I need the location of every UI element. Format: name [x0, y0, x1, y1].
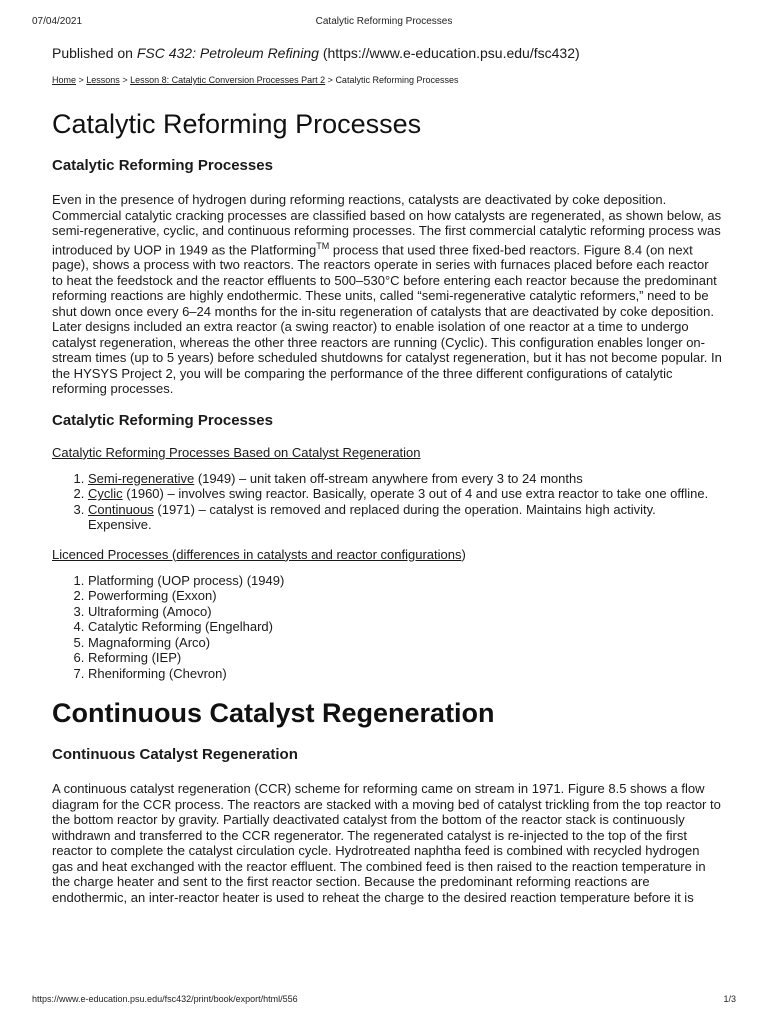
- licensed-heading: [52, 547, 722, 563]
- list-item-desc: (1971) – catalyst is removed and replaced during the operation. Maintains high activity. Expensive.: [88, 501, 656, 533]
- licensed-suffix: ): [461, 546, 466, 562]
- published-prefix: Published on: [52, 45, 137, 61]
- list-item-desc: (1949) – unit taken off-stream anywhere from every 3 to 24 months: [194, 470, 583, 486]
- ccr-paragraph: A continuous catalyst regeneration (CCR) scheme for reforming came on stream in 1971. Figure 8.5 shows a flow diagram for the CCR process. The reactors are stacked with a moving bed of catalyst trickling from the top reactor to the bottom reactor by gravity. Partially deactivated catalyst from the bottom of the reactor stack is continuously withdrawn and transferred to the CCR regenerator. The regenerated catalyst is re-injected to the top of the first reactor to complete the catalyst circulation cycle. Hydrotreated naphtha feed is combined with recycled hydrogen gas and heat exchanged with the reactor effluent. The combined feed is then raised to the reaction temperature in the charge heater and sent to the first reactor section. Because the predominant reforming reactions are endothermic, an inter-reactor heater is used to reheat the charge to the desired reaction temperature before it is: [52, 781, 721, 905]
- breadcrumb-lessons[interactable]: Lessons: [86, 75, 120, 85]
- published-line: [52, 44, 722, 62]
- page-title: Catalytic Reforming Processes: [52, 109, 422, 139]
- list-item: 3. Ultraforming (Amoco): [88, 604, 722, 620]
- section-subtitle-ccr: Continuous Catalyst Regeneration: [52, 746, 298, 764]
- cyclic-link[interactable]: Cyclic: [88, 486, 123, 502]
- section-subtitle: Catalytic Reforming Processes: [52, 157, 273, 174]
- list-item: [88, 486, 722, 502]
- paren-open: (: [318, 45, 328, 61]
- breadcrumb-home[interactable]: Home: [52, 75, 77, 85]
- paren-close: ): [574, 45, 580, 61]
- list-item: 5. Magnaforming (Arco): [88, 635, 722, 651]
- breadcrumb-current: Catalytic Reforming Processes: [335, 75, 459, 85]
- section-subtitle-2: Catalytic Reforming Processes: [52, 411, 273, 429]
- semi-regenerative-link[interactable]: Semi-regenerative: [88, 470, 195, 486]
- breadcrumb-sep: >: [119, 75, 131, 85]
- breadcrumb-lesson[interactable]: Lesson 8: Catalytic Conversion Processes Part 2: [130, 75, 326, 85]
- licensed-prefix-link[interactable]: Licenced Processes (: [52, 546, 177, 562]
- footer-url: https://www.e-education.psu.edu/fsc432/print/book/export/html/556: [32, 994, 298, 1004]
- page-number: 1/3: [723, 994, 736, 1004]
- continuous-link[interactable]: Continuous: [88, 501, 154, 517]
- list-item: 6. Reforming (IEP): [88, 650, 722, 666]
- main-content: [52, 44, 722, 905]
- section-title-ccr: Continuous Catalyst Regeneration: [52, 698, 495, 729]
- list-item-desc: (1960) – involves swing reactor. Basically, operate 3 out of 4 and use extra reactor to take one offline.: [122, 486, 709, 502]
- breadcrumb-sep: >: [325, 75, 336, 85]
- intro-text-a: Even in the presence of hydrogen during reforming reactions, catalysts are deactivated by coke deposition. Commercial catalytic cracking processes are classified based on how catalysts are regenerated, as shown below, as semi-regenerative, cyclic, and continuous reforming processes. The first commercial catalytic reforming process was introduced by UOP in 1949 as the Platforming: [52, 192, 722, 257]
- print-title: Catalytic Reforming Processes: [315, 16, 453, 27]
- print-header: [32, 16, 736, 30]
- licensed-list: [52, 573, 722, 682]
- list-item: 4. Catalytic Reforming (Engelhard): [88, 619, 722, 635]
- list-item: [88, 471, 722, 487]
- list-item: 2. Powerforming (Exxon): [88, 588, 722, 604]
- course-url-link[interactable]: https://www.e-education.psu.edu/fsc432: [327, 45, 575, 61]
- print-date: 07/04/2021: [32, 16, 83, 27]
- regen-list: [52, 471, 722, 533]
- print-footer: [32, 994, 736, 1006]
- intro-paragraph: [52, 192, 722, 397]
- list-item: 1. Platforming (UOP process) (1949): [88, 573, 722, 589]
- trademark: TM: [316, 240, 330, 251]
- breadcrumb: [52, 74, 722, 86]
- intro-text-b: process that used three fixed-bed reactors. Figure 8.4 (on next page), shows a process with two reactors. The reactors operate in series with furnaces placed before each reactor to heat the feedstock and the reactor effluents to 500–530°C before entering each reactor because the predominant reforming reactions are highly endothermic. These units, called “semi-regenerative catalytic reformers,” need to be shut down once every 6–24 months for the in-situ regeneration of catalysts that are deactivated by coke deposition. Later designs included an extra reactor (a swing reactor) to enable isolation of one reactor at a time to undergo catalyst regeneration, whereas the other three reactors are running (Cyclic). This configuration enables longer on-stream times (up to 5 years) before scheduled shutdowns for catalyst regeneration, but it has not become popular. In the HYSYS Project 2, you will be comparing the performance of the three different configurations of catalytic reforming processes.: [52, 241, 722, 397]
- course-name: FSC 432: Petroleum Refining: [136, 45, 319, 61]
- regen-heading: [52, 445, 722, 461]
- list-item: 7. Rheniforming (Chevron): [88, 666, 722, 682]
- licensed-differences-link[interactable]: differences in catalysts and reactor configurations: [176, 546, 462, 562]
- breadcrumb-sep: >: [76, 75, 87, 85]
- regen-link[interactable]: Catalytic Reforming Processes Based on Catalyst Regeneration: [52, 444, 421, 460]
- list-item: [88, 502, 722, 533]
